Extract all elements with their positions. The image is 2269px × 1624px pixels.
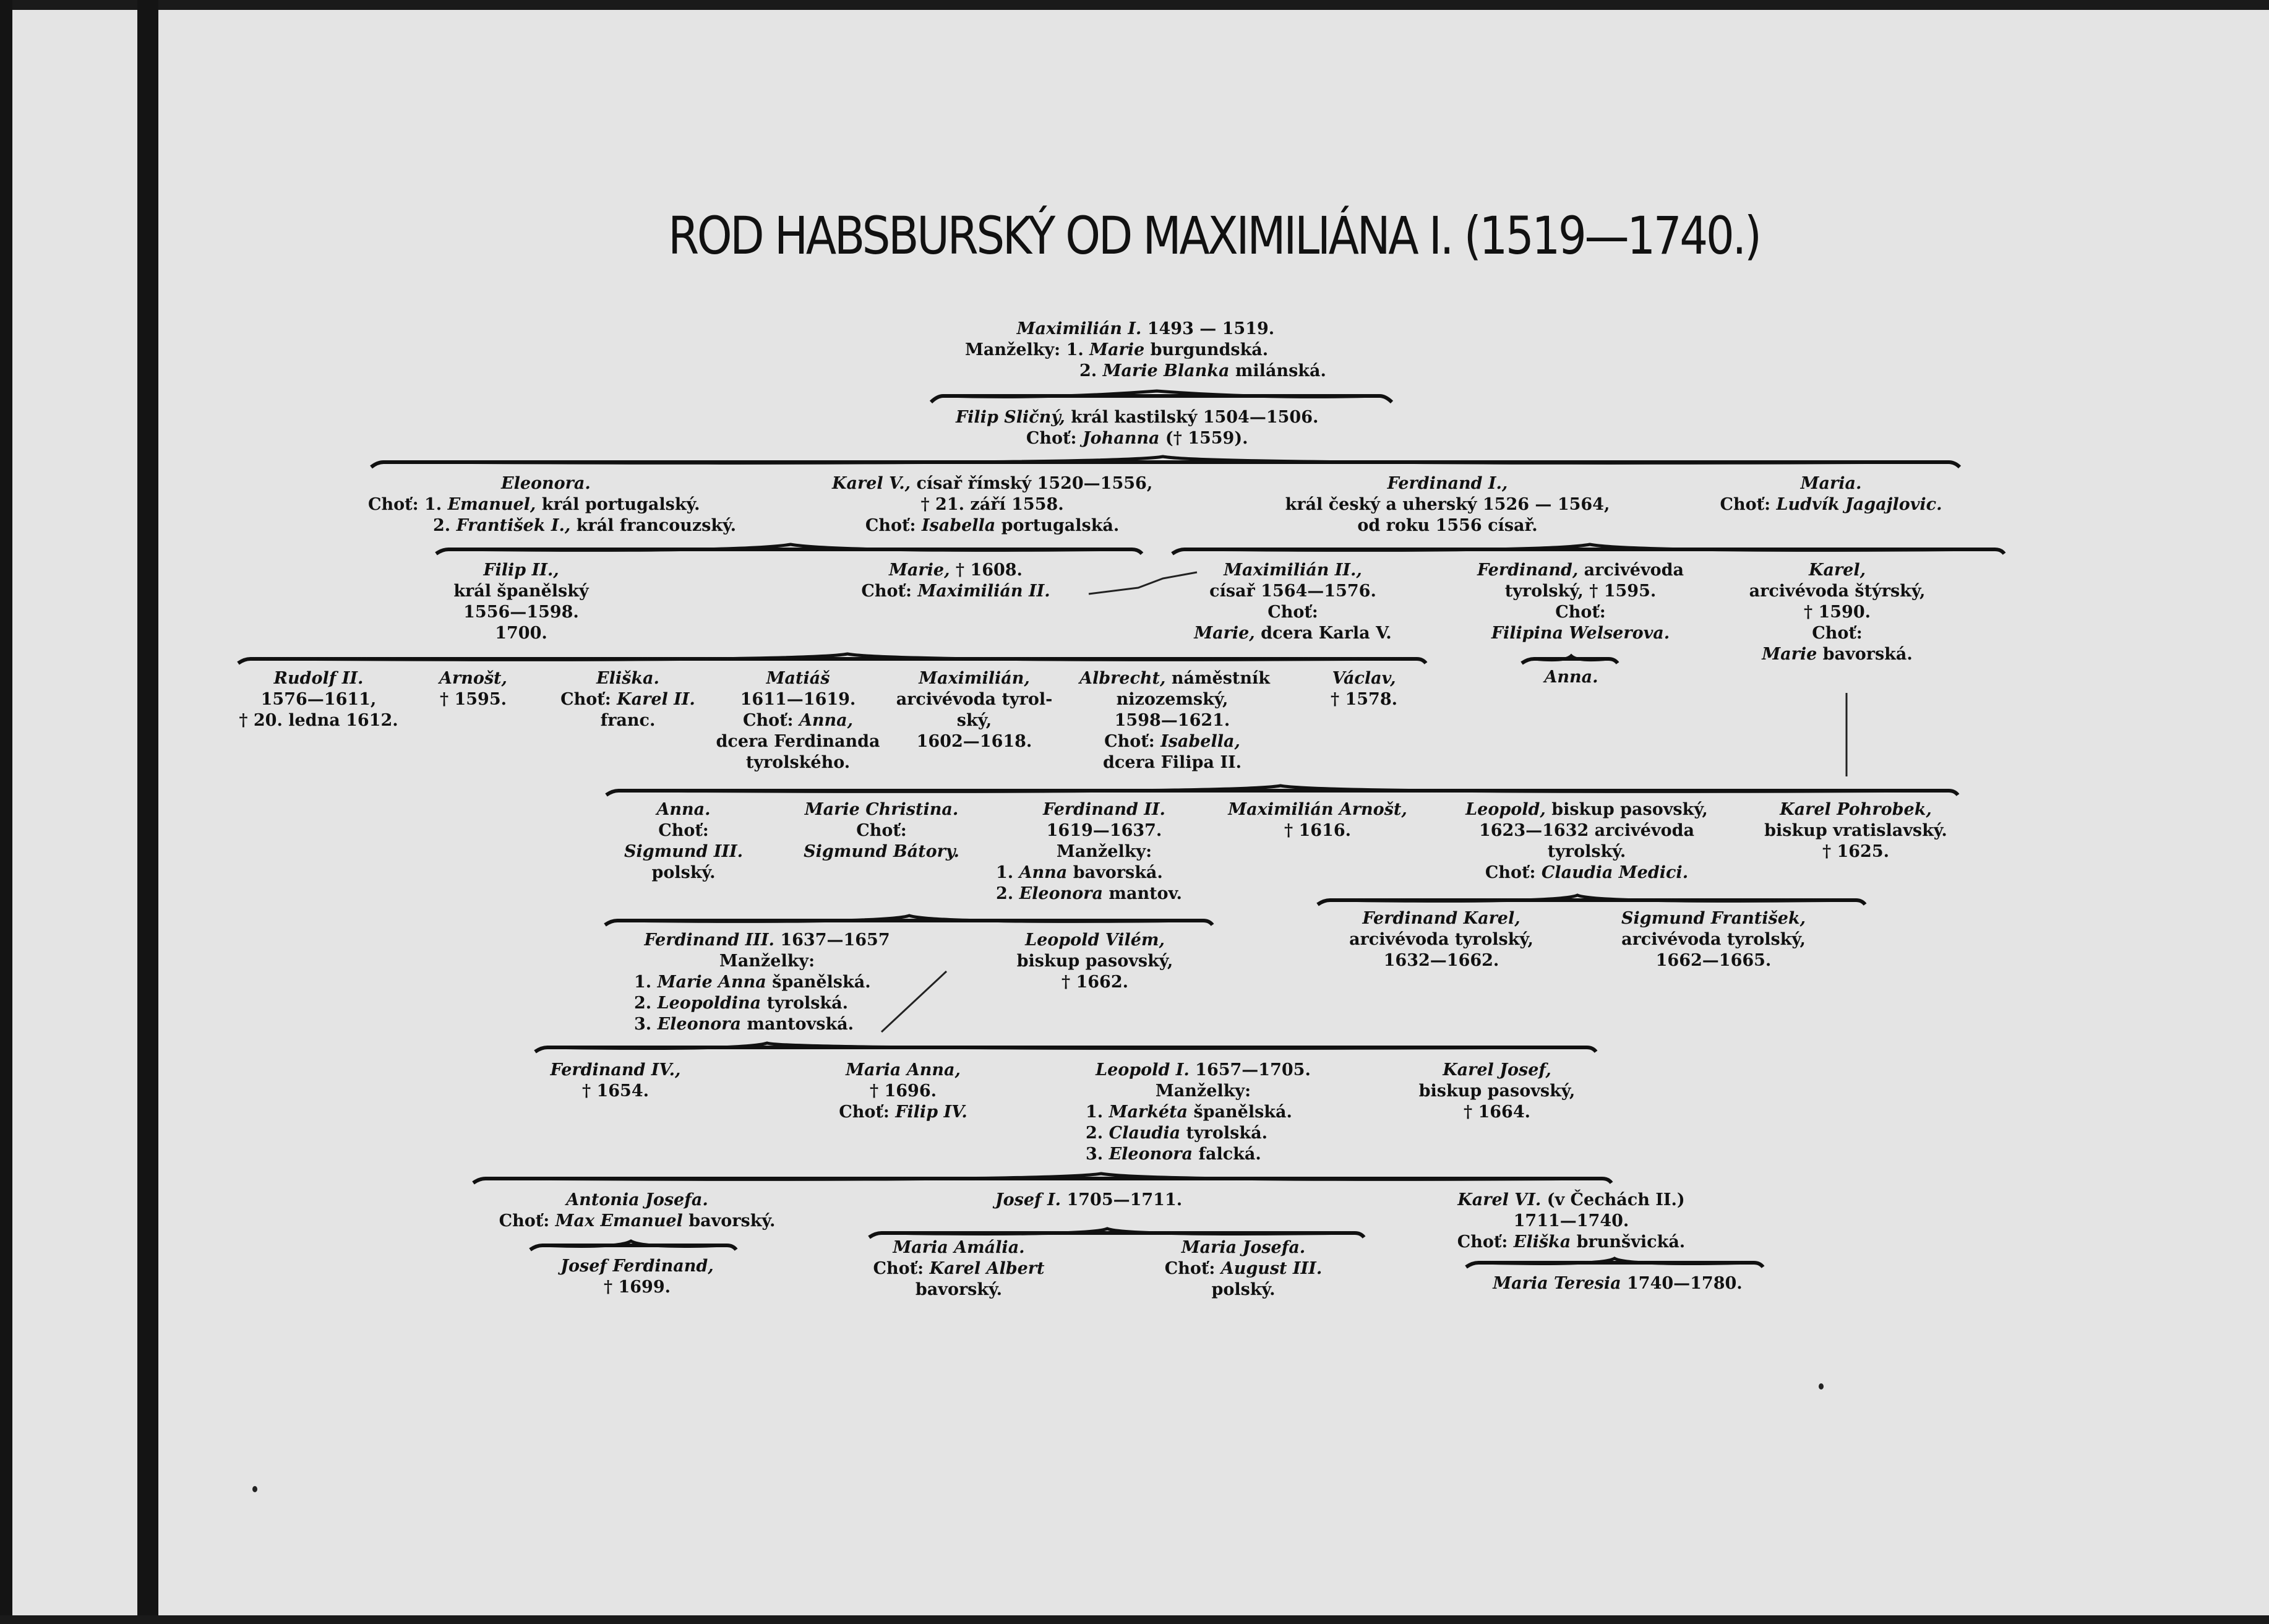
page-title: ROD HABSBURSKÝ OD MAXIMILIÁNA I. (1519—1740.): [668, 205, 1760, 266]
person-maria-anna: Maria Anna, † 1696. Choť: Filip IV.: [839, 1060, 967, 1122]
bracket-maximilian-ii-children: [238, 659, 1426, 663]
person-maria: Maria. Choť: Ludvík Jagajlovic.: [1720, 474, 1942, 514]
person-karel-pohrobek: Karel Pohrobek, biskup vratislavský. † 1625.: [1764, 800, 1947, 861]
person-ferdinand-iii: Ferdinand III. 1637—1657 Manželky: 1. Marie Anna španělská. 2. Leopoldina tyrolská. 3. Eleonora mantovská.: [634, 930, 890, 1034]
person-josef-i: Josef I. 1705—1711.: [995, 1190, 1183, 1209]
person-eleonora: Eleonora. Choť: 1. Emanuel, král portugalský. 2. František I., král francouzský.: [368, 474, 737, 535]
person-marie-1608: Marie, † 1608. Choť: Maximilián II.: [861, 561, 1050, 601]
scan-border-left: [0, 0, 12, 1624]
person-arnost: Arnošt, † 1595.: [439, 669, 507, 709]
bracket-josef-i-children: [869, 1233, 1364, 1237]
scan-border-bottom: [0, 1615, 2269, 1624]
person-sigmund-frantisek: Sigmund František, arcivévoda tyrolský, 1662—1665.: [1621, 909, 1806, 970]
person-antonia-josefa: Antonia Josefa. Choť: Max Emanuel bavorský.: [499, 1190, 776, 1231]
bracket-maximilian-children: [931, 396, 1392, 402]
bracket-ferdinand-tyrol-children: [1522, 659, 1618, 663]
person-filip-slicny: Filip Sličný, král kastilský 1504—1506. Choť: Johanna († 1559).: [956, 408, 1319, 448]
person-ferdinand-i: Ferdinand I., král český a uherský 1526 — 1564, od roku 1556 císař.: [1285, 474, 1610, 535]
scan-speck: [252, 1486, 257, 1492]
bracket-karel-styr-children: [606, 791, 1958, 795]
person-matias: Matiáš 1611—1619. Choť: Anna, dcera Ferdinanda tyrolského.: [716, 669, 880, 772]
bracket-ferdinand-iii-children: [535, 1047, 1596, 1052]
bracket-karel-v-children: [436, 549, 1142, 554]
person-karel-josef: Karel Josef, biskup pasovský, † 1664.: [1418, 1060, 1576, 1122]
person-leopold-vilem: Leopold Vilém, biskup pasovský, † 1662.: [1016, 930, 1173, 992]
person-karel-v: Karel V., císař římský 1520—1556, † 21. září 1558. Choť: Isabella portugalská.: [832, 474, 1153, 535]
bracket-filip-children: [371, 462, 1960, 467]
person-karel-vi: Karel VI. (v Čechách II.) 1711—1740. Choť: Eliška brunšvická.: [1457, 1190, 1686, 1252]
scan-border-top: [0, 0, 2269, 10]
person-vaclav: Václav, † 1578.: [1330, 669, 1398, 709]
person-eliska: Eliška. Choť: Karel II. franc.: [560, 669, 695, 730]
person-maria-terezie: Maria Teresia 1740—1780.: [1493, 1274, 1743, 1293]
person-ferdinand-iv: Ferdinand IV., † 1654.: [550, 1060, 681, 1101]
person-maximilian-arnost: Maximilián Arnošt, † 1616.: [1228, 800, 1407, 840]
person-maximilian-i: Maximilián I. 1493 — 1519. Manželky: 1. Marie burgundská. 2. Marie Blanka milánská.: [965, 319, 1326, 380]
person-ferdinand-karel: Ferdinand Karel, arcivévoda tyrolský, 1632—1662.: [1349, 909, 1533, 970]
bracket-ferdinand-i-children: [1172, 549, 2004, 554]
bracket-ferdinand-ii-children: [605, 921, 1212, 925]
person-leopold-pasovsky: Leopold, biskup pasovský, 1623—1632 arcivévoda tyrolský. Choť: Claudia Medici.: [1465, 800, 1708, 882]
person-maximilian-ii: Maximilián II., císař 1564—1576. Choť: Marie, dcera Karla V.: [1194, 561, 1392, 643]
person-rudolf-ii: Rudolf II. 1576—1611, † 20. ledna 1612.: [239, 669, 398, 730]
bracket-leopold-i-children: [473, 1179, 1611, 1183]
person-ferdinand-tyrolsky: Ferdinand, arcivévoda tyrolský, † 1595. Choť: Filipina Welserova.: [1477, 561, 1684, 643]
person-maria-amalia: Maria Amália. Choť: Karel Albert bavorský.: [873, 1238, 1045, 1299]
person-albrecht: Albrecht, náměstník nizozemský, 1598—1621. Choť: Isabella, dcera Filipa II.: [1079, 669, 1270, 772]
scan-binding-strip: [137, 0, 158, 1624]
person-anna-polska: Anna. Choť: Sigmund III. polský.: [624, 800, 744, 882]
person-leopold-i: Leopold I. 1657—1705. Manželky: 1. Markéta španělská. 2. Claudia tyrolská. 3. Eleonora falcká.: [1086, 1060, 1311, 1164]
person-maria-josefa: Maria Josefa. Choť: August III. polský.: [1164, 1238, 1323, 1299]
person-maximilian-tyrolsky: Maximilián, arcivévoda tyrol- ský, 1602—1618.: [896, 669, 1053, 751]
bracket-leopold-children: [1318, 900, 1865, 904]
person-anna-tyrolska: Anna.: [1544, 668, 1598, 687]
bracket-karel-vi-children: [1466, 1263, 1763, 1267]
person-ferdinand-ii: Ferdinand II. 1619—1637. Manželky: 1. Anna bavorská. 2. Eleonora mantov.: [996, 800, 1182, 903]
person-josef-ferdinand: Josef Ferdinand, † 1699.: [560, 1257, 714, 1297]
person-karel-styrsky: Karel, arcivévoda štýrský, † 1590. Choť: Marie bavorská.: [1749, 561, 1926, 664]
person-marie-christina: Marie Christina. Choť: Sigmund Bátory.: [804, 800, 959, 861]
scan-speck: [1819, 1383, 1824, 1390]
person-filip-ii: Filip II., král španělský 1556—1598. 1700.: [453, 561, 589, 643]
bracket-antonia-children: [530, 1245, 736, 1250]
